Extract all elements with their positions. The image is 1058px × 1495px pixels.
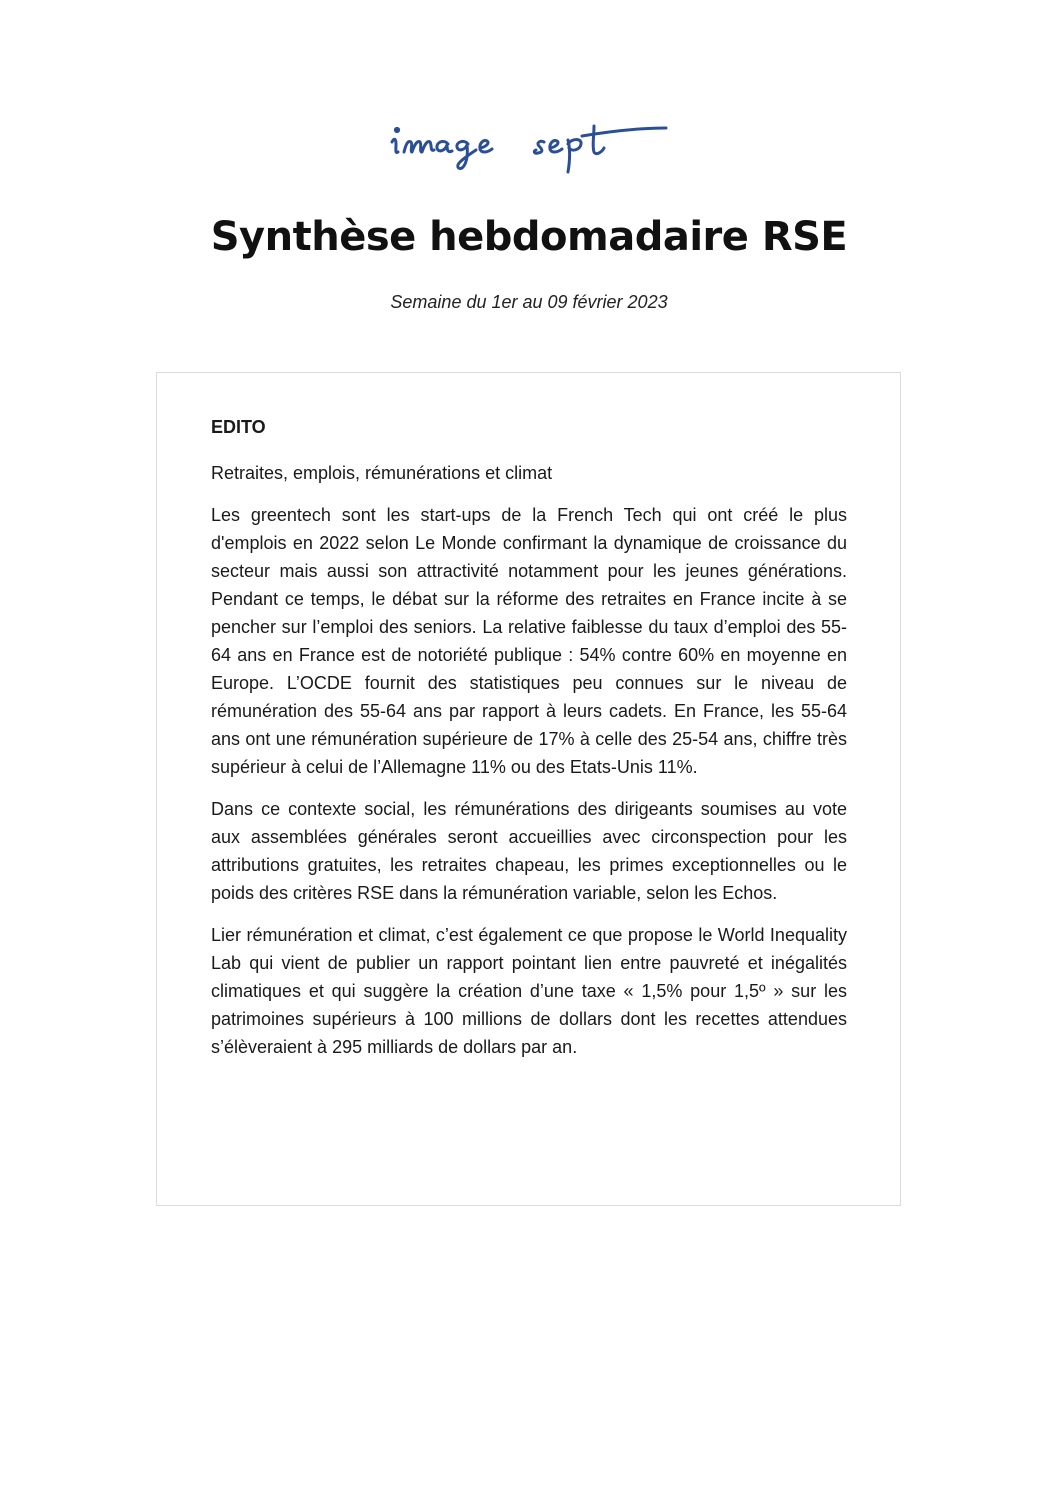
edito-panel bbox=[156, 372, 901, 1206]
page-title: Synthèse hebdomadaire RSE bbox=[210, 214, 848, 260]
edito-heading: Retraites, emplois, rémunérations et climat bbox=[211, 463, 553, 483]
edito-paragraph-1: Les greentech sont les start-ups de la French Tech qui ont créé le plus d'emplois en 2022 selon Le Monde confirmant la dynamique de croissance du secteur mais aussi son attractivité notamment pour les jeunes générations. Pendant ce temps, le débat sur la réforme des retraites en France incite à se pencher sur l’emploi des seniors. La relative faiblesse du taux d’emploi des 55-64 ans en France est de notoriété publique : 54% contre 60% en moyenne en Europe. L’OCDE fournit des statistiques peu connues sur le niveau de rémunération des 55-64 ans par rapport à leurs cadets. En France, les 55-64 ans ont une rémunération supérieure de 17% à celle des 25-54 ans, chiffre très supérieur à celui de l’Allemagne 11% ou des Etats-Unis 11%. bbox=[211, 505, 847, 777]
edito-content bbox=[211, 413, 847, 1075]
image-sept-logo bbox=[384, 112, 674, 176]
edito-label: EDITO bbox=[211, 417, 266, 437]
week-range-subtitle: Semaine du 1er au 09 février 2023 bbox=[390, 292, 668, 312]
edito-paragraph-3: Lier rémunération et climat, c’est également ce que propose le World Inequality Lab qui vient de publier un rapport pointant lien entre pauvreté et inégalités climatiques et qui suggère la création d’une taxe « 1,5% pour 1,5º » sur les patrimoines supérieurs à 100 millions de dollars dont les recettes attendues s’élèveraient à 295 milliards de dollars par an. bbox=[211, 925, 847, 1057]
edito-paragraph-2: Dans ce contexte social, les rémunérations des dirigeants soumises au vote aux assemblées générales seront accueillies avec circonspection pour les attributions gratuites, les retraites chapeau, les primes exceptionnelles ou le poids des critères RSE dans la rémunération variable, selon les Echos. bbox=[211, 799, 847, 903]
